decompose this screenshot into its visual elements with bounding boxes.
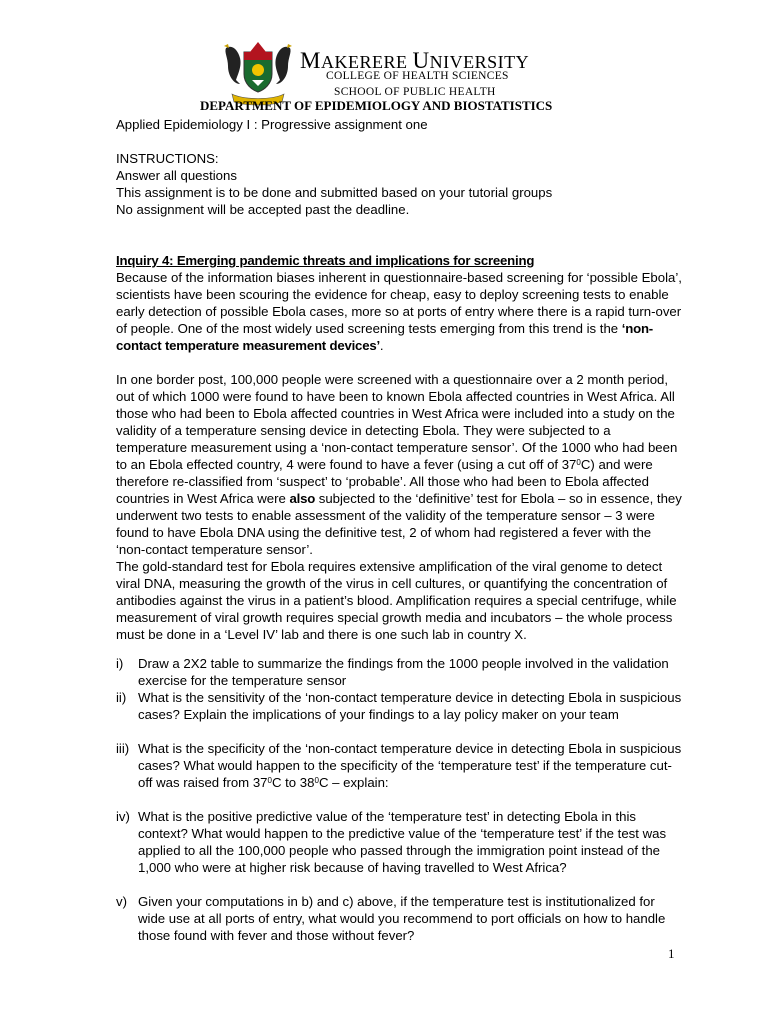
inquiry-title: Inquiry 4: Emerging pandemic threats and implications for screening (116, 253, 535, 268)
inquiry-paragraph-2: In one border post, 100,000 people were screened with a questionnaire over a 2 month period, out of which 1000 were found to have been to known Ebola affected countries in West Africa. All those who had been to Ebola affected countries in West Africa were included into a study on the validity of a temperature sensing device in detecting Ebola. They were subjected to a temperature measurement using a ‘non-contact temperature sensor’. Of the 1000 who had been to an Ebola effected country, 4 were found to have a fever (using a cut off of $37^0C$) and were therefore re-classified from ‘suspect’ to ‘probable’. All those who had been to Ebola affected countries in West Africa were also subjected to the ‘definitive’ test for Ebola – so in essence, they underwent two tests to enable assessment of the validity of the temperature sensor – 3 were found to have Ebola DNA using the definitive test, 2 of whom had registered a fever with the ‘non-contact temperature sensor’. (116, 372, 682, 557)
document-body (116, 116, 684, 944)
inquiry-paragraph-3: The gold-standard test for Ebola requires extensive amplification of the viral genome to detect viral DNA, measuring the growth of the virus in cell cultures, or quantifying the concentration of antibodies against the virus in a patient’s blood. Amplification requires a special centrifuge, while measurement of viral growth requires special growth media and incubators – the whole process must be done in a ‘Level IV’ lab and there is one such lab in country X. (116, 559, 677, 642)
instruction-line: Answer all questions (116, 168, 237, 183)
question-item: iii) What is the specificity of the ‘non-contact temperature device in detecting Ebola in suspicious cases? What would happen to the specificity of the ‘temperature test’ if the temperature cut-off was raised from $37^0C$ to $38^0C$ – explain: (116, 741, 682, 790)
school-name: SCHOOL OF PUBLIC HEALTH (334, 86, 496, 98)
university-crest-logo (222, 40, 294, 106)
inquiry-paragraph-1: Because of the information biases inherent in questionnaire-based screening for ‘possible Ebola’, scientists have been scouring the evidence for cheap, easy to deploy screening tests to enable early detection of possible Ebola cases, more so at ports of entry where there is a rapid turn-over of people. One of the most widely used screening tests emerging from this trend is the ‘non-contact temperature measurement devices’. (116, 270, 682, 353)
page-number: 1 (668, 946, 675, 961)
question-item: iv) What is the positive predictive value of the ‘temperature test’ in detecting Ebola in this context? What would happen to the predictive value of the ‘temperature test’ if the test was applied to all the 100,000 people who passed through the immigration point instead of the 1,000 who were at higher risk because of having travelled to West Africa? (116, 809, 667, 875)
instruction-line: This assignment is to be done and submitted based on your tutorial groups (116, 185, 553, 200)
college-name: COLLEGE OF HEALTH SCIENCES (326, 70, 509, 82)
instructions-heading: INSTRUCTIONS: (116, 151, 219, 166)
question-item: v) Given your computations in b) and c) above, if the temperature test is institutionalized for wide use at all ports of entry, what would you recommend to port officials on how to handle those found with fever and those without fever? (116, 894, 666, 943)
instruction-line: No assignment will be accepted past the deadline. (116, 202, 410, 217)
university-name: MAKERERE UNIVERSITY (300, 48, 530, 73)
department-name: DEPARTMENT OF EPIDEMIOLOGY AND BIOSTATISTICS (200, 98, 553, 113)
question-item: ii) What is the sensitivity of the ‘non-contact temperature device in detecting Ebola in suspicious cases? Explain the implications of your findings to a lay policy maker on your team (116, 690, 682, 722)
course-line: Applied Epidemiology I : Progressive assignment one (116, 117, 428, 132)
question-item: i) Draw a 2X2 table to summarize the findings from the 1000 people involved in the validation exercise for the temperature sensor (116, 656, 669, 688)
